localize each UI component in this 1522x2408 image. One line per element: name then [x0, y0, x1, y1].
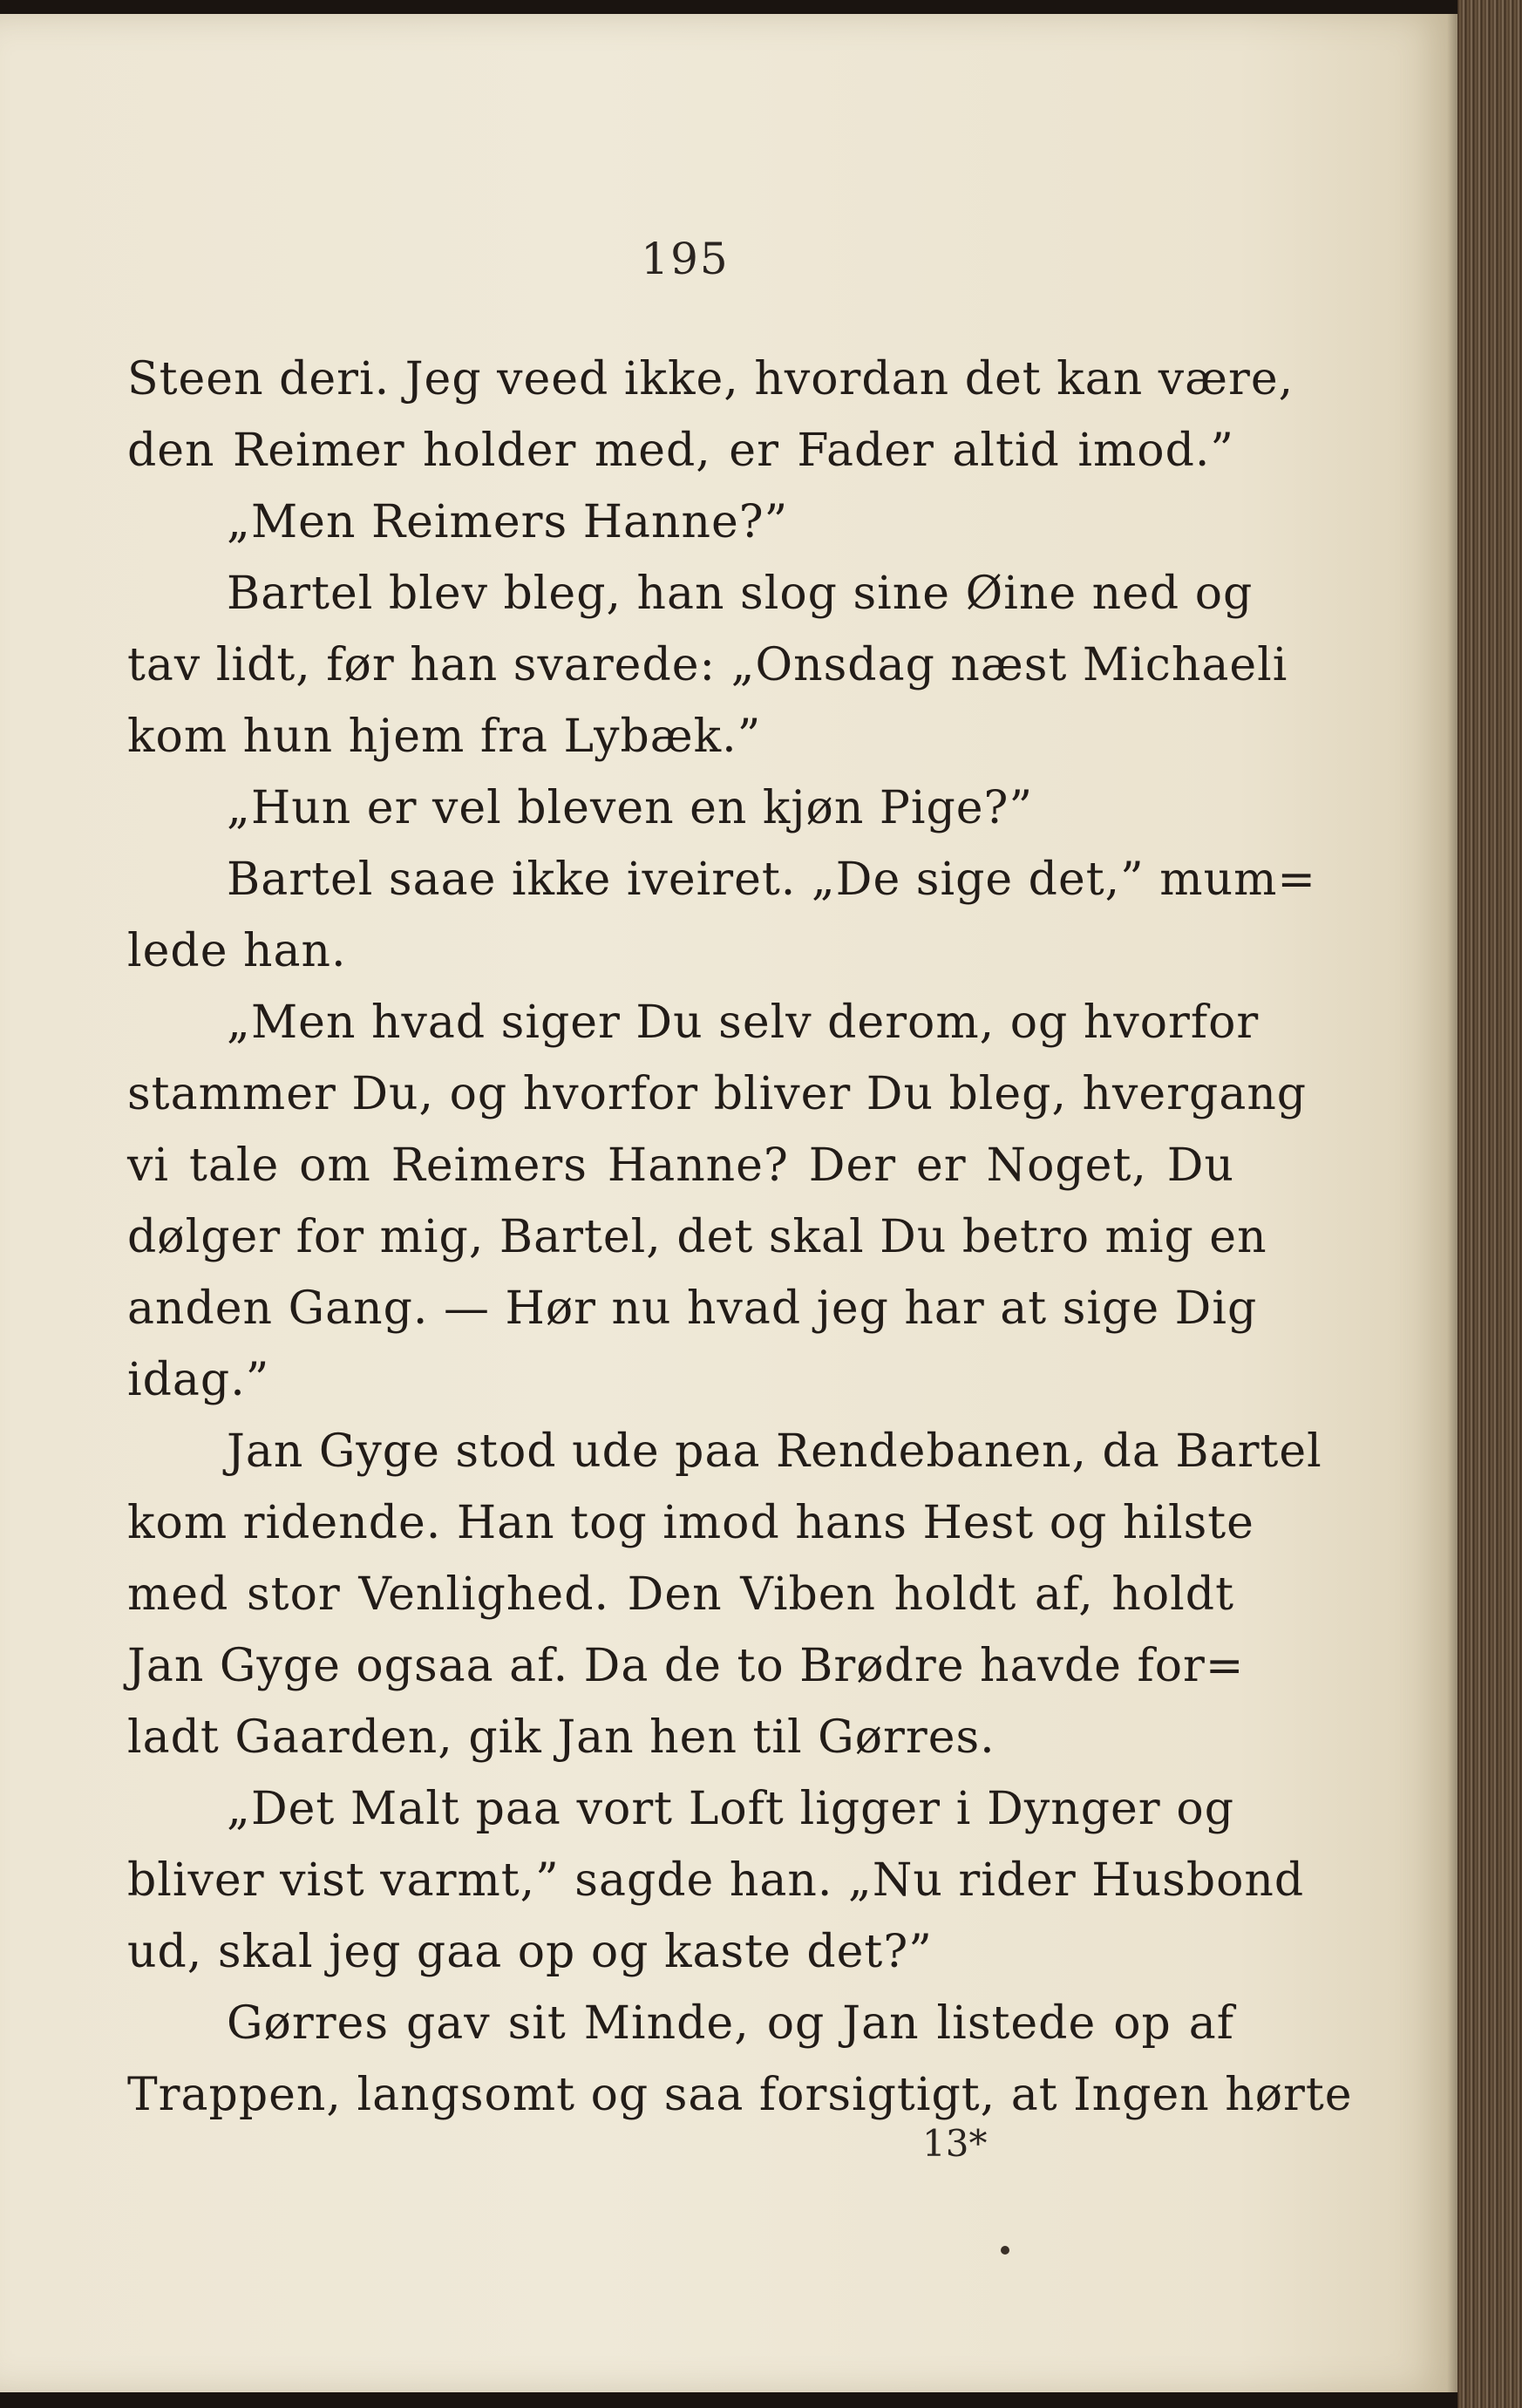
text-line: Bartel saae ikke iveiret. „De sige det,” mum=	[227, 854, 1316, 906]
text-line: bliver vist varmt,” sagde han. „Nu rider Husbond	[127, 1854, 1305, 1907]
text-line: „Men hvad siger Du selv derom, og hvorfor	[227, 997, 1260, 1049]
text-line: den Reimer holder med, er Fader altid imod.”	[127, 425, 1234, 477]
text-line: Trappen, langsomt og saa forsigtigt, at Ingen hørte	[127, 2069, 1353, 2121]
text-line: tav lidt, før han svarede: „Onsdag næst Michaeli	[127, 639, 1288, 691]
signature-mark: 13*	[922, 2122, 988, 2165]
text-line: Jan Gyge stod ude paa Rendebanen, da Bartel	[227, 1425, 1322, 1478]
text-line: idag.”	[127, 1354, 270, 1406]
text-line: Steen deri. Jeg veed ikke, hvordan det kan være,	[127, 353, 1294, 405]
text-line: dølger for mig, Bartel, det skal Du betro mig en	[127, 1211, 1267, 1263]
text-line: Bartel blev bleg, han slog sine Øine ned og	[227, 568, 1254, 620]
text-line: vi tale om Reimers Hanne? Der er Noget, Du	[127, 1139, 1234, 1192]
text-line: ladt Gaarden, gik Jan hen til Gørres.	[127, 1711, 995, 1764]
book-fore-edge	[1457, 0, 1522, 2408]
text-line: lede han.	[127, 925, 347, 977]
book-page	[0, 14, 1457, 2392]
text-line: „Det Malt paa vort Loft ligger i Dynger og	[227, 1783, 1234, 1835]
ink-dot	[1001, 2246, 1009, 2255]
text-line: Gørres gav sit Minde, og Jan listede op af	[227, 1997, 1234, 2050]
text-line: kom hun hjem fra Lybæk.”	[127, 711, 762, 763]
text-line: stammer Du, og hvorfor bliver Du bleg, hvergang	[127, 1068, 1308, 1120]
text-line: med stor Venlighed. Den Viben holdt af, holdt	[127, 1568, 1234, 1621]
page-number: 195	[641, 234, 730, 284]
text-line: „Men Reimers Hanne?”	[227, 496, 789, 548]
text-line: anden Gang. — Hør nu hvad jeg har at sige Dig	[127, 1282, 1258, 1335]
text-line: „Hun er vel bleven en kjøn Pige?”	[227, 782, 1034, 834]
text-line: ud, skal jeg gaa op og kaste det?”	[127, 1926, 933, 1978]
body-text	[127, 344, 1353, 2131]
text-line: Jan Gyge ogsaa af. Da de to Brødre havde for=	[127, 1640, 1245, 1692]
text-line: kom ridende. Han tog imod hans Hest og hilste	[127, 1497, 1254, 1549]
